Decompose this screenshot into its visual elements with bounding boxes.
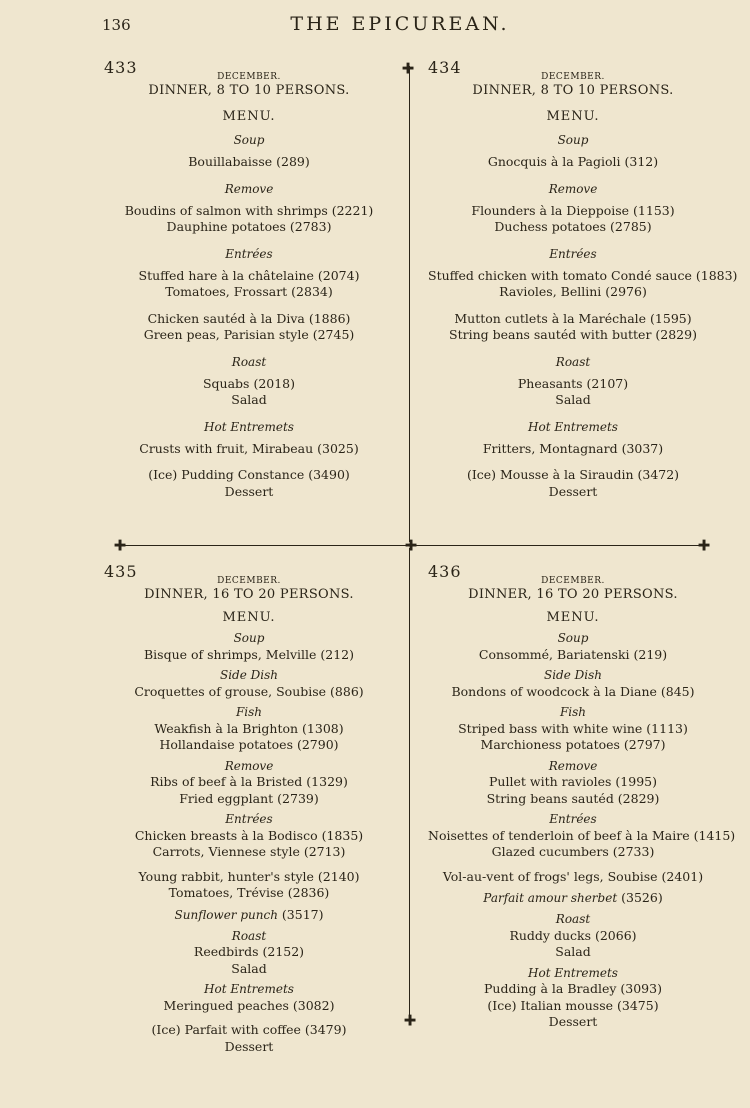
dish-line: Bouillabaisse (289): [188, 154, 310, 169]
section-label: Soup: [233, 133, 265, 147]
menu-section: [428, 355, 718, 409]
section-label: Soup: [557, 631, 589, 645]
menu-section: [104, 929, 394, 978]
inline-course: [104, 907, 394, 924]
menu-title: DINNER, 8 TO 10 PERSONS.: [148, 83, 350, 98]
menu-section: [104, 705, 394, 754]
menu-section: [104, 247, 394, 344]
menu-label: MENU.: [546, 109, 600, 124]
menu-section: [428, 133, 718, 171]
menu-section: [428, 759, 718, 808]
menu-header: [104, 562, 394, 586]
inline-course-label: Parfait amour sherbet: [483, 891, 618, 906]
dish-line: Salad: [231, 960, 267, 976]
dish-line: Tomatoes, Trévise (2836): [168, 885, 330, 901]
inline-course-label: Sunflower punch: [174, 907, 278, 922]
dish-line: String beans sautéd (2829): [486, 790, 660, 806]
dish-line: (Ice) Parfait with coffee (3479): [151, 1022, 347, 1038]
menu-435: [104, 562, 394, 1060]
dish-line: Bondons of woodcock à la Diane (845): [451, 683, 695, 699]
menu-month: DECEMBER.: [217, 72, 281, 82]
section-label: Soup: [557, 133, 589, 147]
section-label: Side Dish: [543, 668, 602, 683]
menu-section: [428, 966, 718, 1031]
menu-header: [428, 562, 718, 586]
menu-section: [428, 812, 736, 885]
ornament-cross-icon: ✚: [403, 1011, 417, 1030]
dish-line: Squabs (2018): [202, 375, 296, 391]
group-spacer: [104, 861, 394, 869]
dish-line: Gnocquis à la Pagioli (312): [487, 154, 659, 169]
menu-label: MENU.: [222, 610, 276, 625]
menu-434: [428, 58, 738, 511]
section-label: Entrées: [549, 246, 597, 261]
section-label: Entrées: [225, 246, 273, 261]
inline-course: [428, 890, 718, 907]
menu-month: DECEMBER.: [541, 72, 605, 82]
dish-line: Crusts with fruit, Mirabeau (3025): [139, 440, 359, 456]
menu-number: 436: [428, 562, 462, 581]
menu-number: 433: [104, 58, 138, 77]
dish-line: Ruddy ducks (2066): [509, 927, 637, 943]
vertical-divider-top: [409, 66, 410, 542]
menu-title: DINNER, 16 TO 20 PERSONS.: [144, 587, 354, 602]
menu-section: [428, 420, 718, 501]
dish-line: Mutton cutlets à la Maréchale (1595): [454, 310, 692, 326]
menu-section: [104, 182, 394, 236]
dish-line: Meringued peaches (3082): [163, 997, 335, 1013]
section-label: Remove: [548, 758, 598, 773]
menu-title: DINNER, 16 TO 20 PERSONS.: [468, 587, 678, 602]
dish-line: Chicken breasts à la Bodisco (1835): [134, 827, 364, 843]
ornament-cross-icon: ✚: [404, 536, 418, 555]
page-number: 136: [102, 16, 131, 34]
menu-section: [428, 182, 718, 236]
group-spacer: [428, 457, 718, 467]
group-spacer: [104, 301, 394, 311]
section-label: Hot Entremets: [204, 982, 294, 997]
section-label: Hot Entremets: [528, 419, 618, 434]
menu-section: [104, 812, 394, 902]
dish-line: Salad: [555, 392, 591, 407]
dish-line: Young rabbit, hunter's style (2140): [138, 868, 360, 884]
menu-section: [104, 759, 394, 808]
section-label: Fish: [559, 705, 587, 720]
dish-line: Vol-au-vent of frogs' legs, Soubise (2401): [442, 868, 704, 884]
dish-line: Chicken sautéd à la Diva (1886): [147, 310, 351, 326]
menu-header: [428, 58, 718, 82]
menu-header: [104, 58, 394, 82]
menu-section: [104, 631, 394, 663]
dish-line: Tomatoes, Frossart (2834): [165, 284, 333, 299]
dish-line: Dessert: [548, 1014, 598, 1030]
menu-section: [428, 668, 718, 700]
menu-section: [104, 420, 394, 501]
menu-section: [104, 668, 394, 700]
dish-line: Fritters, Montagnard (3037): [482, 440, 664, 456]
dish-line: (Ice) Pudding Constance (3490): [148, 467, 350, 482]
dish-line: Striped bass with white wine (1113): [458, 720, 688, 736]
section-label: Remove: [224, 758, 274, 773]
inline-course-ref: (3526): [617, 890, 663, 906]
page-title: THE EPICUREAN.: [290, 13, 510, 35]
section-label: Roast: [231, 354, 267, 369]
dish-line: Consommé, Bariatenski (219): [478, 646, 668, 662]
dish-line: Duchess potatoes (2785): [494, 219, 652, 234]
dish-line: Bisque of shrimps, Melville (212): [143, 646, 355, 662]
section-label: Roast: [555, 354, 591, 369]
dish-line: Stuffed hare à la châtelaine (2074): [138, 267, 360, 283]
inline-course-ref: (3517): [277, 906, 324, 922]
section-label: Side Dish: [219, 668, 278, 683]
menu-section: [104, 982, 394, 1055]
group-spacer: [104, 457, 394, 467]
menu-section: [428, 246, 738, 344]
menu-number: 435: [104, 562, 138, 581]
menu-month: DECEMBER.: [541, 576, 605, 586]
dish-line: Pheasants (2107): [517, 375, 629, 391]
dish-line: Carrots, Viennese style (2713): [152, 844, 346, 860]
dish-line: Boudins of salmon with shrimps (2221): [124, 202, 374, 218]
section-label: Entrées: [225, 812, 273, 827]
menu-number: 434: [428, 58, 462, 77]
dish-line: Dessert: [548, 483, 598, 499]
dish-line: (Ice) Mousse à la Siraudin (3472): [466, 467, 680, 482]
group-spacer: [428, 861, 718, 869]
dish-line: Ravioles, Bellini (2976): [499, 284, 647, 299]
menu-label: MENU.: [546, 610, 600, 625]
menu-section: [428, 890, 718, 907]
group-spacer: [428, 301, 718, 311]
dish-line: Reedbirds (2152): [193, 944, 305, 960]
section-label: Remove: [548, 181, 598, 196]
ornament-cross-icon: ✚: [113, 536, 127, 555]
dish-line: Pullet with ravioles (1995): [489, 774, 657, 790]
dish-line: Stuffed chicken with tomato Condé sauce (1883): [428, 267, 738, 283]
menu-title: DINNER, 8 TO 10 PERSONS.: [472, 83, 674, 98]
section-label: Roast: [555, 912, 591, 927]
ornament-cross-icon: ✚: [697, 536, 711, 555]
group-spacer: [104, 1014, 394, 1022]
dish-line: Noisettes of tenderloin of beef à la Maire (1415): [428, 827, 736, 843]
section-label: Remove: [224, 181, 274, 196]
dish-line: Green peas, Parisian style (2745): [143, 327, 355, 342]
dish-line: Ribs of beef à la Bristed (1329): [150, 774, 348, 790]
dish-line: Pudding à la Bradley (3093): [484, 981, 662, 997]
section-label: Entrées: [549, 812, 597, 827]
vertical-divider-bottom: [409, 548, 410, 1018]
dish-line: (Ice) Italian mousse (3475): [487, 997, 659, 1013]
menu-436: [428, 562, 736, 1036]
dish-line: Glazed cucumbers (2733): [491, 844, 655, 860]
section-label: Hot Entremets: [204, 419, 294, 434]
menu-section: [428, 912, 718, 961]
menu-month: DECEMBER.: [217, 576, 281, 586]
menu-433: [104, 58, 394, 511]
dish-line: String beans sautéd with butter (2829): [449, 327, 697, 342]
dish-line: Dessert: [224, 483, 274, 499]
section-label: Fish: [235, 705, 263, 720]
ornament-cross-icon: ✚: [401, 59, 415, 78]
dish-line: Dessert: [224, 1038, 274, 1054]
dish-line: Hollandaise potatoes (2790): [159, 737, 339, 753]
menu-section: [104, 907, 394, 924]
section-label: Roast: [231, 928, 267, 943]
dish-line: Fried eggplant (2739): [179, 790, 319, 806]
menu-label: MENU.: [222, 109, 276, 124]
section-label: Hot Entremets: [528, 965, 618, 980]
menu-section: [104, 355, 394, 409]
dish-line: Salad: [555, 944, 591, 960]
dish-line: Salad: [231, 392, 267, 407]
menu-section: [428, 705, 718, 754]
dish-line: Dauphine potatoes (2783): [166, 219, 332, 234]
dish-line: Flounders à la Dieppoise (1153): [471, 202, 675, 218]
menu-section: [428, 631, 718, 663]
dish-line: Croquettes of grouse, Soubise (886): [134, 683, 364, 699]
dish-line: Marchioness potatoes (2797): [480, 737, 666, 753]
menu-section: [104, 133, 394, 171]
dish-line: Weakfish à la Brighton (1308): [154, 720, 344, 736]
section-label: Soup: [233, 631, 265, 645]
